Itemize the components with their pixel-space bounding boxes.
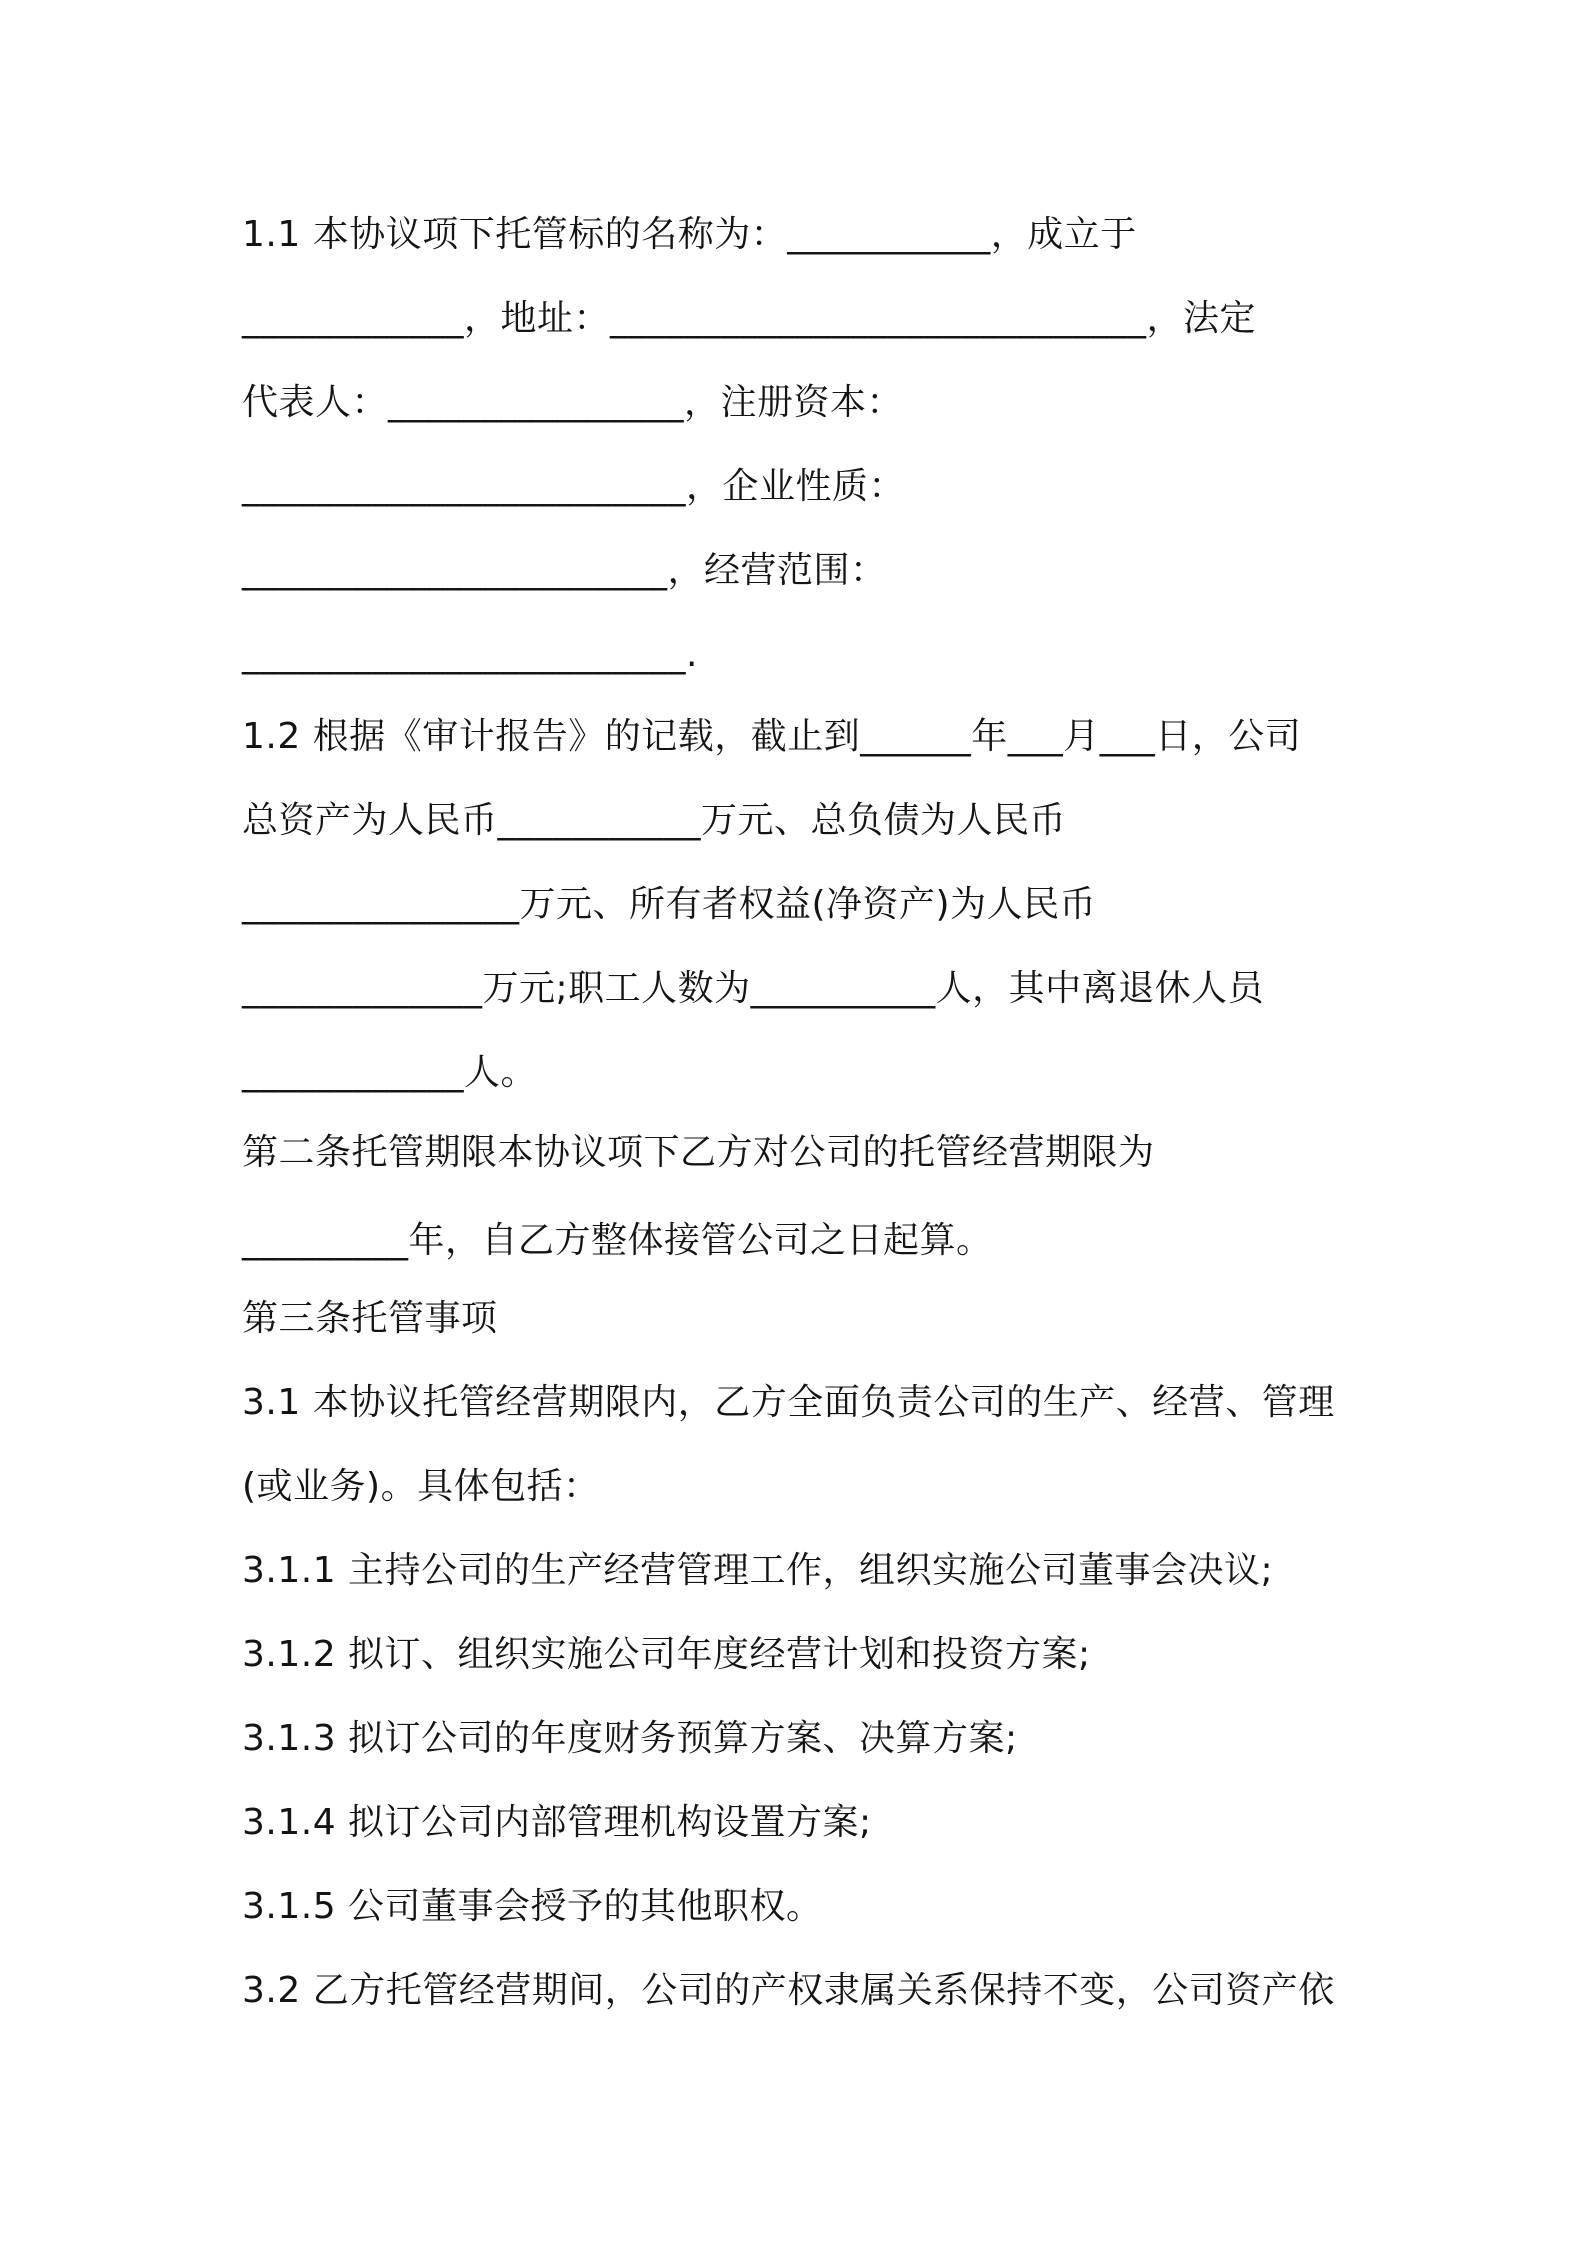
clause-1-2-line-1: 1.2 根据《审计报告》的记载，截止到______年___月___日，公司 (242, 716, 1302, 757)
clause-1-1-line-1: 1.1 本协议项下托管标的名称为：___________，成立于 (242, 214, 1137, 255)
clause-1-1-line-3: 代表人：________________，注册资本： (242, 382, 904, 423)
clause-3-1-3: 3.1.3 拟订公司的年度财务预算方案、决算方案; (242, 1718, 1018, 1759)
clause-1-2-line-2: 总资产为人民币___________万元、总负债为人民币 (242, 800, 1067, 841)
clause-3-2-line-1: 3.2 乙方托管经营期间，公司的产权隶属关系保持不变，公司资产依 (242, 1970, 1335, 2011)
clause-1-1-line-6: ________________________. (242, 634, 698, 675)
article-2-line-2: _________年，自乙方整体接管公司之日起算。 (242, 1220, 993, 1261)
article-3-heading: 第三条托管事项 (242, 1298, 498, 1339)
clause-3-1-2: 3.1.2 拟订、组织实施公司年度经营计划和投资方案; (242, 1634, 1091, 1675)
clause-1-2-line-3: _______________万元、所有者权益(净资产)为人民币 (242, 884, 1097, 925)
clause-1-2-line-5: ____________人。 (242, 1052, 538, 1093)
article-2-line-1: 第二条托管期限本协议项下乙方对公司的托管经营期限为 (242, 1132, 1155, 1173)
clause-1-2-line-4: _____________万元;职工人数为__________人，其中离退休人员 (242, 968, 1265, 1009)
clause-3-1-1: 3.1.1 主持公司的生产经营管理工作，组织实施公司董事会决议; (242, 1550, 1274, 1591)
clause-3-1-line-2: (或业务)。具体包括： (242, 1466, 600, 1507)
clause-3-1-line-1: 3.1 本协议托管经营期限内，乙方全面负责公司的生产、经营、管理 (242, 1382, 1335, 1423)
clause-1-1-line-4: ________________________，企业性质： (242, 466, 906, 507)
clause-3-1-4: 3.1.4 拟订公司内部管理机构设置方案; (242, 1802, 872, 1843)
clause-3-1-5: 3.1.5 公司董事会授予的其他职权。 (242, 1886, 823, 1927)
clause-1-1-line-5: _______________________，经营范围： (242, 550, 887, 591)
clause-1-1-line-2: ____________，地址：_____________________________，法定 (242, 298, 1257, 339)
